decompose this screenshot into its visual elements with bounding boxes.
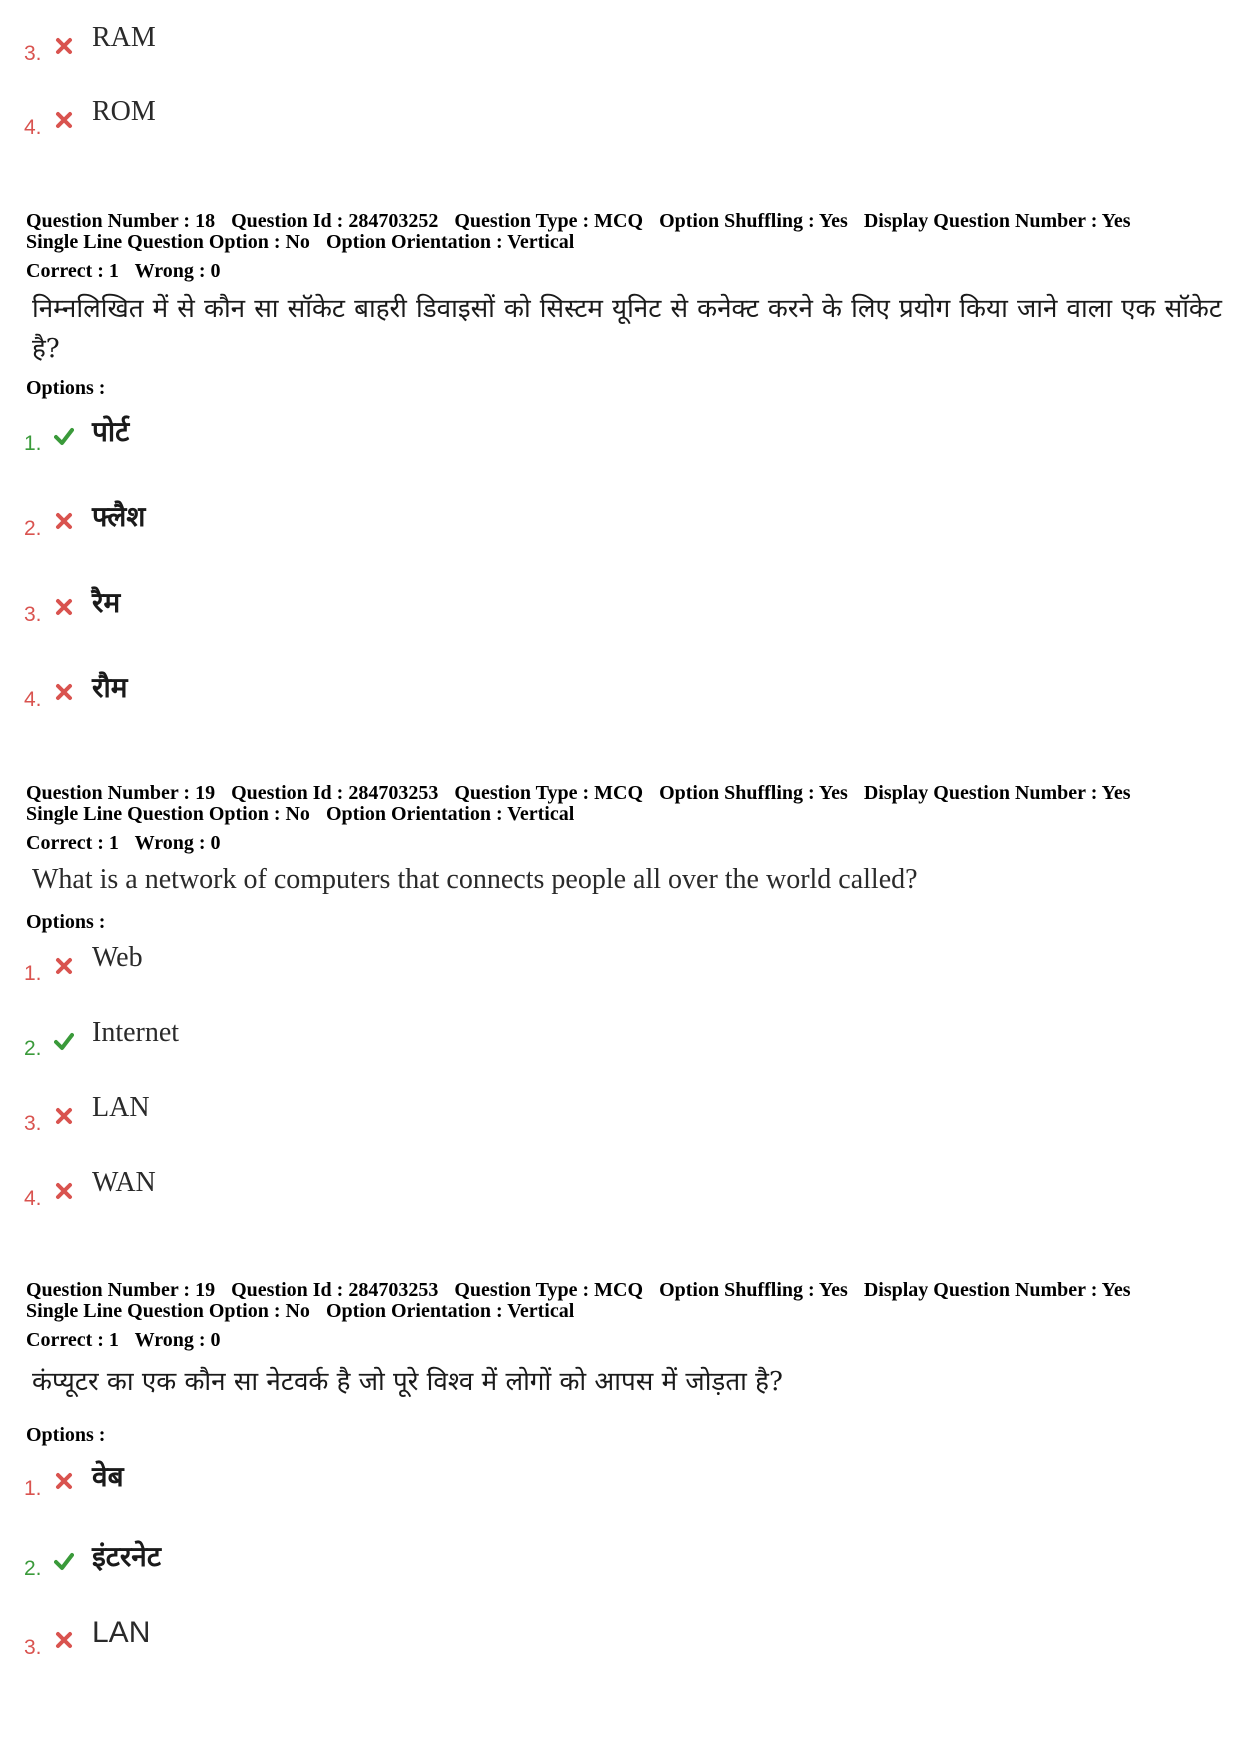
cross-icon (54, 597, 74, 617)
check-icon (54, 1031, 74, 1051)
option-number: 3. (24, 1636, 42, 1659)
option-text: WAN (92, 1167, 156, 1198)
option-text: Web (92, 942, 143, 973)
option-number: 4. (24, 1187, 42, 1210)
cross-icon (54, 1181, 74, 1201)
options-label: Options : (26, 1424, 106, 1446)
question-meta-line (26, 804, 585, 824)
single-line-option: Single Line Question Option : No (26, 231, 310, 253)
correct-marks: Correct : 1 (26, 260, 119, 282)
marks-line (26, 1330, 232, 1350)
option-number: 2. (24, 1557, 42, 1580)
option-text: फ्लैश (92, 500, 146, 533)
question-meta-line (26, 211, 1142, 231)
option-shuffling: Option Shuffling : Yes (659, 210, 848, 232)
question-meta-line (26, 1301, 585, 1321)
question-text: निम्नलिखित में से कौन सा सॉकेट बाहरी डिवाइसों को सिस्टम यूनिट से कनेक्ट करने के लिए प्रयोग किया जाने वाला एक सॉकेट है? (32, 294, 1222, 364)
cross-icon (54, 36, 74, 56)
option-text: वेब (92, 1460, 124, 1493)
cross-icon (54, 1106, 74, 1126)
wrong-marks: Wrong : 0 (134, 832, 221, 854)
question-text: कंप्यूटर का एक कौन सा नेटवर्क है जो पूरे विश्व में लोगों को आपस में जोड़ता है? (32, 1367, 783, 1397)
cross-icon (54, 1630, 74, 1650)
cross-icon (54, 1471, 74, 1491)
question-type: Question Type : MCQ (454, 1279, 644, 1301)
question-number: Question Number : 18 (26, 210, 216, 232)
question-id: Question Id : 284703252 (231, 210, 439, 232)
question-type: Question Type : MCQ (454, 210, 644, 232)
option-text: RAM (92, 22, 156, 53)
cross-icon (54, 956, 74, 976)
question-meta-line (26, 783, 1142, 803)
marks-line (26, 261, 232, 281)
option-orientation: Option Orientation : Vertical (325, 1300, 575, 1322)
option-text: इंटरनेट (92, 1540, 161, 1573)
option-text: LAN (92, 1616, 151, 1649)
correct-marks: Correct : 1 (26, 1329, 119, 1351)
question-id: Question Id : 284703253 (231, 1279, 439, 1301)
question-meta-line (26, 232, 585, 252)
option-text: रैम (92, 586, 121, 619)
question-text: What is a network of computers that connects people all over the world called? (32, 864, 918, 895)
marks-line (26, 833, 232, 853)
cross-icon (54, 511, 74, 531)
wrong-marks: Wrong : 0 (134, 1329, 221, 1351)
single-line-option: Single Line Question Option : No (26, 1300, 310, 1322)
option-orientation: Option Orientation : Vertical (325, 231, 575, 253)
option-text: रौम (92, 671, 128, 704)
option-number: 3. (24, 42, 42, 65)
option-number: 4. (24, 688, 42, 711)
question-type: Question Type : MCQ (454, 782, 644, 804)
option-shuffling: Option Shuffling : Yes (659, 1279, 848, 1301)
option-number: 2. (24, 1037, 42, 1060)
correct-marks: Correct : 1 (26, 832, 119, 854)
question-id: Question Id : 284703253 (231, 782, 439, 804)
option-text: LAN (92, 1092, 150, 1123)
display-question-number: Display Question Number : Yes (863, 1279, 1131, 1301)
display-question-number: Display Question Number : Yes (863, 782, 1131, 804)
check-icon (54, 426, 74, 446)
cross-icon (54, 682, 74, 702)
question-number: Question Number : 19 (26, 782, 216, 804)
question-meta-line (26, 1280, 1142, 1300)
options-label: Options : (26, 377, 106, 399)
cross-icon (54, 110, 74, 130)
wrong-marks: Wrong : 0 (134, 260, 221, 282)
option-number: 3. (24, 603, 42, 626)
option-text: पोर्ट (92, 415, 130, 448)
option-number: 1. (24, 432, 42, 455)
question-number: Question Number : 19 (26, 1279, 216, 1301)
option-orientation: Option Orientation : Vertical (325, 803, 575, 825)
single-line-option: Single Line Question Option : No (26, 803, 310, 825)
option-number: 4. (24, 116, 42, 139)
display-question-number: Display Question Number : Yes (863, 210, 1131, 232)
option-number: 1. (24, 962, 42, 985)
option-text: Internet (92, 1017, 180, 1048)
option-text: ROM (92, 96, 156, 127)
option-number: 2. (24, 517, 42, 540)
options-label: Options : (26, 911, 106, 933)
option-shuffling: Option Shuffling : Yes (659, 782, 848, 804)
check-icon (54, 1551, 74, 1571)
option-number: 3. (24, 1112, 42, 1135)
option-number: 1. (24, 1477, 42, 1500)
